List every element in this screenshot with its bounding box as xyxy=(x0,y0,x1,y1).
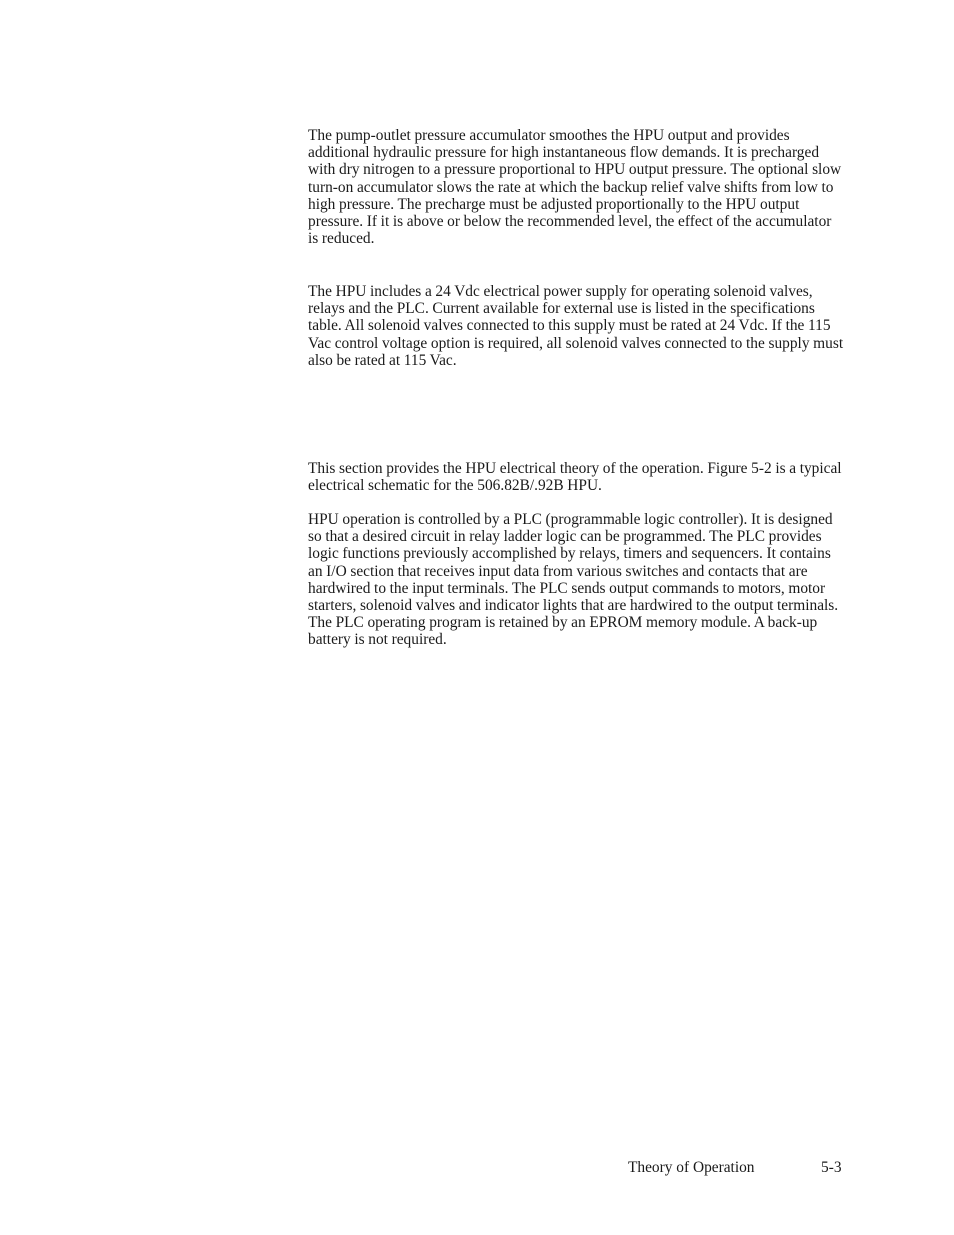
paragraph-power-supply: The HPU includes a 24 Vdc electrical power supply for operating solenoid valves, relays and the PLC. Current available for external use is listed in the specifications table. All solenoid valves connected to this supply must be rated at 24 Vdc. If the 115 Vac control voltage option is required, all solenoid valves connected to the supply must also be rated at 115 Vac. xyxy=(308,283,844,369)
paragraph-plc-operation: HPU operation is controlled by a PLC (programmable logic controller). It is designed so that a desired circuit in relay ladder logic can be programmed. The PLC provides logic functions previously accomplished by relays, timers and sequencers. It contains an I/O section that receives input data from various switches and contacts that are hardwired to the input terminals. The PLC sends output commands to motors, motor starters, solenoid valves and indicator lights that are hardwired to the output terminals. The PLC operating program is retained by an EPROM memory module. A back-up battery is not required. xyxy=(308,511,839,649)
paragraph-electrical-theory: This section provides the HPU electrical theory of the operation. Figure 5-2 is a typical electrical schematic for the 506.82B/.92B HPU. xyxy=(308,460,842,495)
paragraph-accumulator: The pump-outlet pressure accumulator smoothes the HPU output and provides additional hydraulic pressure for high instantaneous flow demands. It is precharged with dry nitrogen to a pressure proportional to HPU output pressure. The optional slow turn-on accumulator slows the rate at which the backup relief valve shifts from low to high pressure. The precharge must be adjusted proportionally to the HPU output pressure. If it is above or below the recommended level, the effect of the accumulator is reduced. xyxy=(308,127,842,248)
footer-page-number: 5-3 xyxy=(821,1159,842,1176)
footer-section-title: Theory of Operation xyxy=(628,1159,755,1176)
body-text-column xyxy=(308,127,844,649)
